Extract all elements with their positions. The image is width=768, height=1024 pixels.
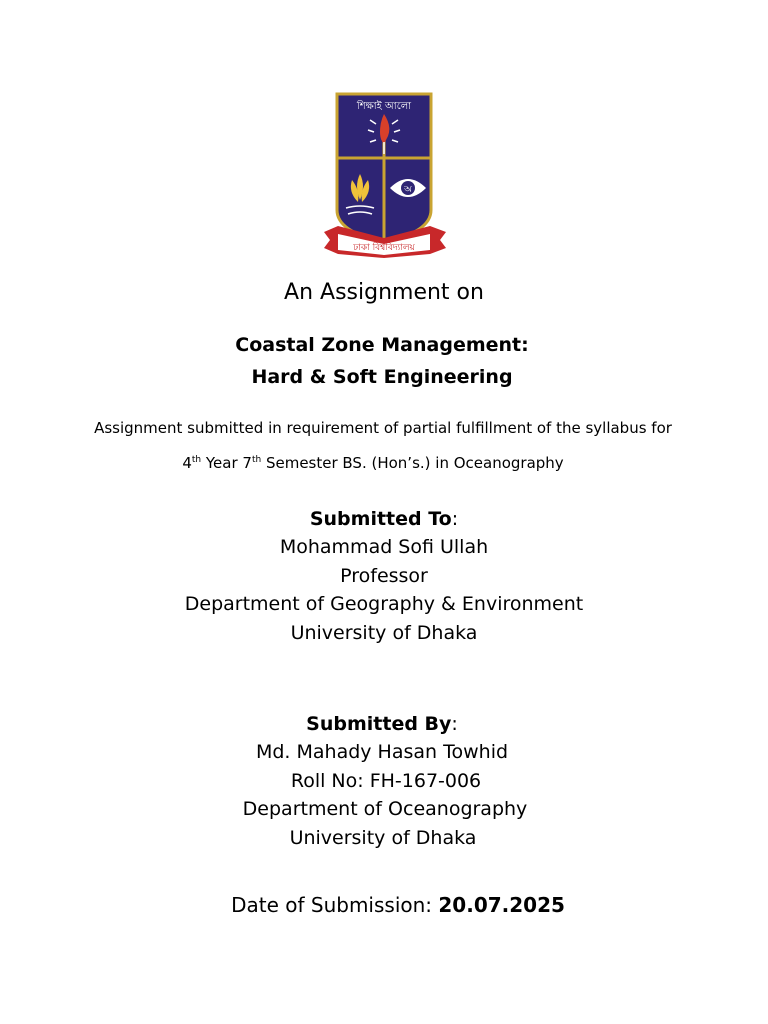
title-line-1: Coastal Zone Management: xyxy=(235,334,529,356)
requirement-line-1: Assignment submitted in requirement of partial fulfillment of the syllabus for xyxy=(94,419,672,437)
submitted-by-name: Md. Mahady Hasan Towhid xyxy=(255,741,509,763)
university-crest-icon xyxy=(322,92,448,258)
submitted-by-label: Submitted By: xyxy=(306,713,458,735)
svg-text:অ: অ xyxy=(404,185,412,195)
submitted-to-label: Submitted To: xyxy=(309,508,459,530)
svg-text:ঢাকা বিশ্ববিদ্যালয়: ঢাকা বিশ্ববিদ্যালয় xyxy=(353,243,415,253)
submitted-by-roll: Roll No: FH-167-006 xyxy=(290,770,482,792)
submitted-by-university: University of Dhaka xyxy=(289,827,477,849)
submission-date: Date of Submission: 20.07.2025 xyxy=(231,893,565,917)
submitted-to-designation: Professor xyxy=(340,565,428,587)
submitted-to-name: Mohammad Sofi Ullah xyxy=(279,536,489,558)
submitted-by-department: Department of Oceanography xyxy=(242,798,528,820)
svg-text:শিক্ষাই আলো: শিক্ষাই আলো xyxy=(356,101,412,112)
requirement-line-2: 4th Year 7th Semester BS. (Hon’s.) in Oceanography xyxy=(182,454,564,472)
title-line-2: Hard & Soft Engineering xyxy=(251,366,513,388)
submitted-to-department: Department of Geography & Environment xyxy=(184,593,584,615)
submitted-to-university: University of Dhaka xyxy=(290,622,478,644)
intro-heading: An Assignment on xyxy=(284,280,484,305)
